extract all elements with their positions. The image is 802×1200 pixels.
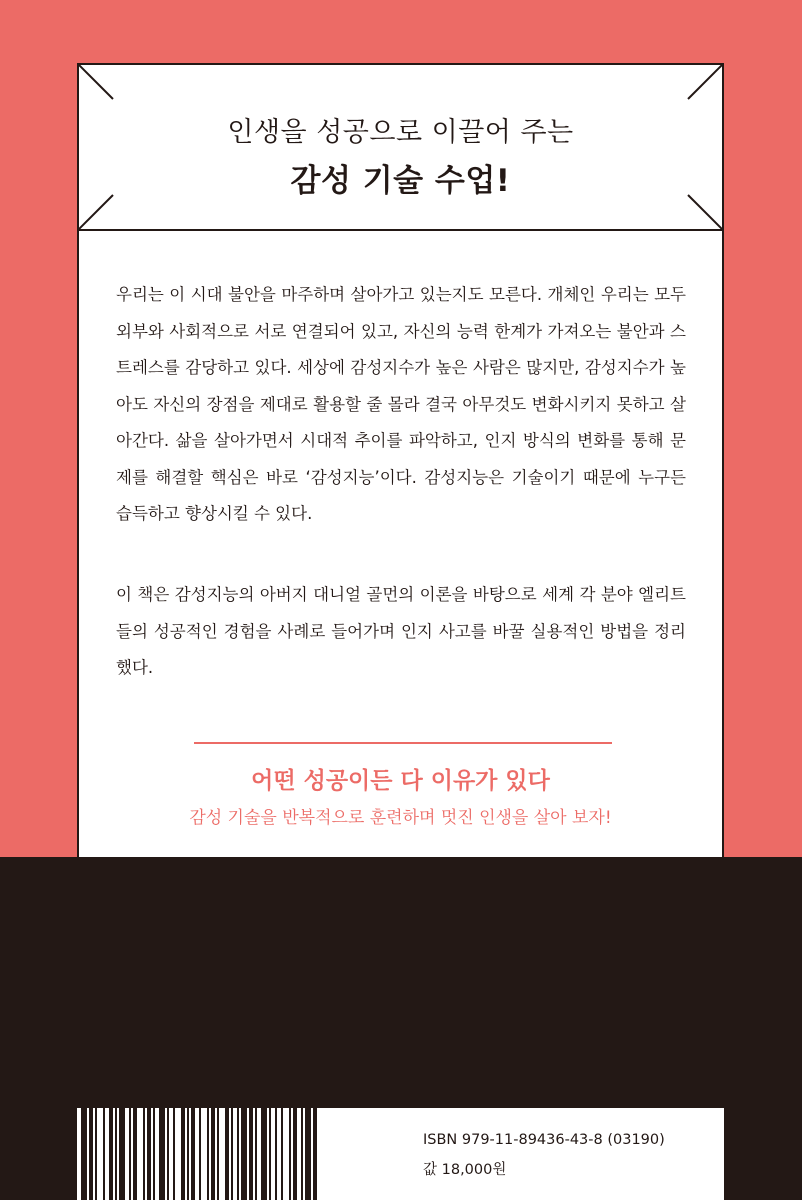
barcode-stripe (109, 1108, 113, 1200)
closing-title: 어떤 성공이든 다 이유가 있다 (251, 768, 550, 794)
barcode-icon (81, 1108, 381, 1200)
isbn-text: ISBN 979-11-89436-43-8 (03190) (423, 1132, 665, 1148)
barcode-stripe (159, 1108, 165, 1200)
barcode-stripe (103, 1108, 105, 1200)
barcode-stripe (225, 1108, 229, 1200)
barcode-stripe (207, 1108, 209, 1200)
barcode-stripe (129, 1108, 131, 1200)
barcode-area (77, 1108, 724, 1200)
barcode-stripe (301, 1108, 303, 1200)
barcode-stripe (133, 1108, 137, 1200)
barcode-stripe (199, 1108, 201, 1200)
body-paragraph-2: 이 책은 감성지능의 아버지 대니얼 골먼의 이론을 바탕으로 세계 각 분야 엘리트들의 성공적인 경험을 사례로 들어가며 인지 사고를 바꿀 실용적인 방법을 정리했다. (116, 585, 686, 677)
barcode-stripe (89, 1108, 93, 1200)
barcode-stripe (217, 1108, 219, 1200)
barcode-stripe (167, 1108, 169, 1200)
closing-subtitle: 감성 기술을 반복적으로 훈련하며 멋진 인생을 살아 보자! (189, 808, 612, 828)
headline-line1: 인생을 성공으로 이끌어 주는 (227, 117, 574, 148)
barcode-stripe (241, 1108, 247, 1200)
barcode-stripe (187, 1108, 189, 1200)
barcode-stripe (305, 1108, 311, 1200)
barcode-stripe (313, 1108, 317, 1200)
barcode-stripe (191, 1108, 195, 1200)
barcode-stripe (261, 1108, 267, 1200)
header-box (79, 65, 722, 231)
barcode-stripe (143, 1108, 145, 1200)
barcode-stripe (249, 1108, 253, 1200)
headline-line2: 감성 기술 수업! (290, 163, 511, 199)
accent-divider (194, 742, 612, 744)
text-panel (77, 63, 724, 863)
barcode-stripe (153, 1108, 155, 1200)
barcode-stripe (275, 1108, 277, 1200)
barcode-stripe (269, 1108, 271, 1200)
barcode-stripe (81, 1108, 87, 1200)
barcode-stripe (255, 1108, 257, 1200)
barcode-stripe (231, 1108, 233, 1200)
barcode-stripe (181, 1108, 185, 1200)
barcode-stripe (173, 1108, 175, 1200)
barcode-stripe (119, 1108, 125, 1200)
barcode-stripe (237, 1108, 239, 1200)
barcode-stripe (147, 1108, 151, 1200)
barcode-stripe (115, 1108, 117, 1200)
body-paragraph-1: 우리는 이 시대 불안을 마주하며 살아가고 있는지도 모른다. 개체인 우리는 모두 외부와 사회적으로 서로 연결되어 있고, 자신의 능력 한계가 가져오는 불안과 스트레스를 감당하고 있다. 세상에 감성지수가 높은 사람은 많지만, 감성지수가 높아도 자신의 장점을 제대로 활용할 줄 몰라 결국 아무것도 변화시키지 못하고 살아간다. 삶을 살아가면서 시대적 추이를 파악하고, 인지 방식의 변화를 통해 문제를 해결할 핵심은 바로 ‘감성지능’이다. 감성지능은 기술이기 때문에 누구든 습득하고 향상시킬 수 있다. (116, 285, 686, 523)
barcode-stripe (95, 1108, 97, 1200)
barcode-stripe (211, 1108, 215, 1200)
barcode-stripe (281, 1108, 283, 1200)
barcode-stripe (289, 1108, 291, 1200)
price-text: 값 18,000원 (423, 1162, 507, 1178)
barcode-stripe (293, 1108, 297, 1200)
